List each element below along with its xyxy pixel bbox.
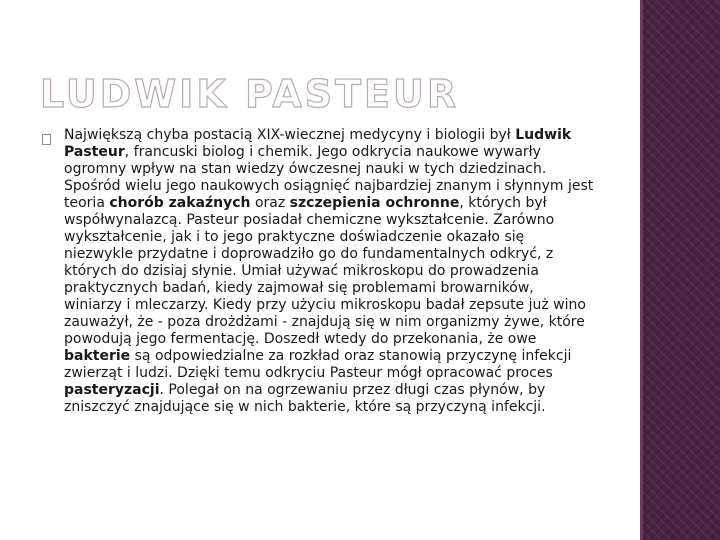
text-run: , których był współwynalazcą. Pasteur posiadał chemiczne wykształcenie. Zarówno wykształcenie, jak i to jego praktyczne doświadczenie okazało się niezwykle przydatne i doprowadziło go do fundamentalnych odkryć, z których do dzisiaj słynie. Umiał używać mikroskopu do prowadzenia praktycznych badań, kiedy zajmował się problemami browarników, winiarzy i mleczarzy. Kiedy przy użyciu mikroskopu badał zepsute już wino zauważył, że - poza drożdżami - znajdują się w nim organizmy żywe, które powodują jego fermentację. Doszedł wtedy do przekonania, że owe <box>64 195 586 347</box>
bold-term: szczepienia ochronne <box>289 195 460 211</box>
bold-term: Ludwik Pasteur <box>64 127 572 160</box>
decorative-side-panel <box>640 0 720 540</box>
bold-term: bakterie <box>64 348 131 364</box>
text-run: . Polegał on na ogrzewaniu przez długi czas płynów, by zniszczyć znajdujące się w nich bakterie, które są przyczyną infekcji. <box>64 382 546 415</box>
text-run: , francuski biolog i chemik. Jego odkrycia naukowe wywarły ogromny wpływ na stan wiedzy ówczesnej nauki w tych dziedzinach. Spośród wielu jego naukowych osiągnięć najbardziej znanym i słynnym jest teoria <box>64 144 594 211</box>
text-run: Największą chyba postacią XIX-wiecznej medycyny i biologii był <box>64 127 516 143</box>
text-run: są odpowiedzialne za rozkład oraz stanowią przyczynę infekcji zwierząt i ludzi. Dzięki temu odkryciu Pasteur mógł opracować proces <box>64 348 572 381</box>
bullet-square-icon <box>42 134 51 145</box>
side-panel-edge <box>640 0 643 540</box>
bold-term: chorób zakaźnych <box>109 195 251 211</box>
body-paragraph <box>64 127 594 416</box>
slide-title: LUDWIK PASTEUR <box>40 72 460 116</box>
bold-term: pasteryzacji <box>64 382 160 398</box>
text-run: oraz <box>250 195 290 211</box>
